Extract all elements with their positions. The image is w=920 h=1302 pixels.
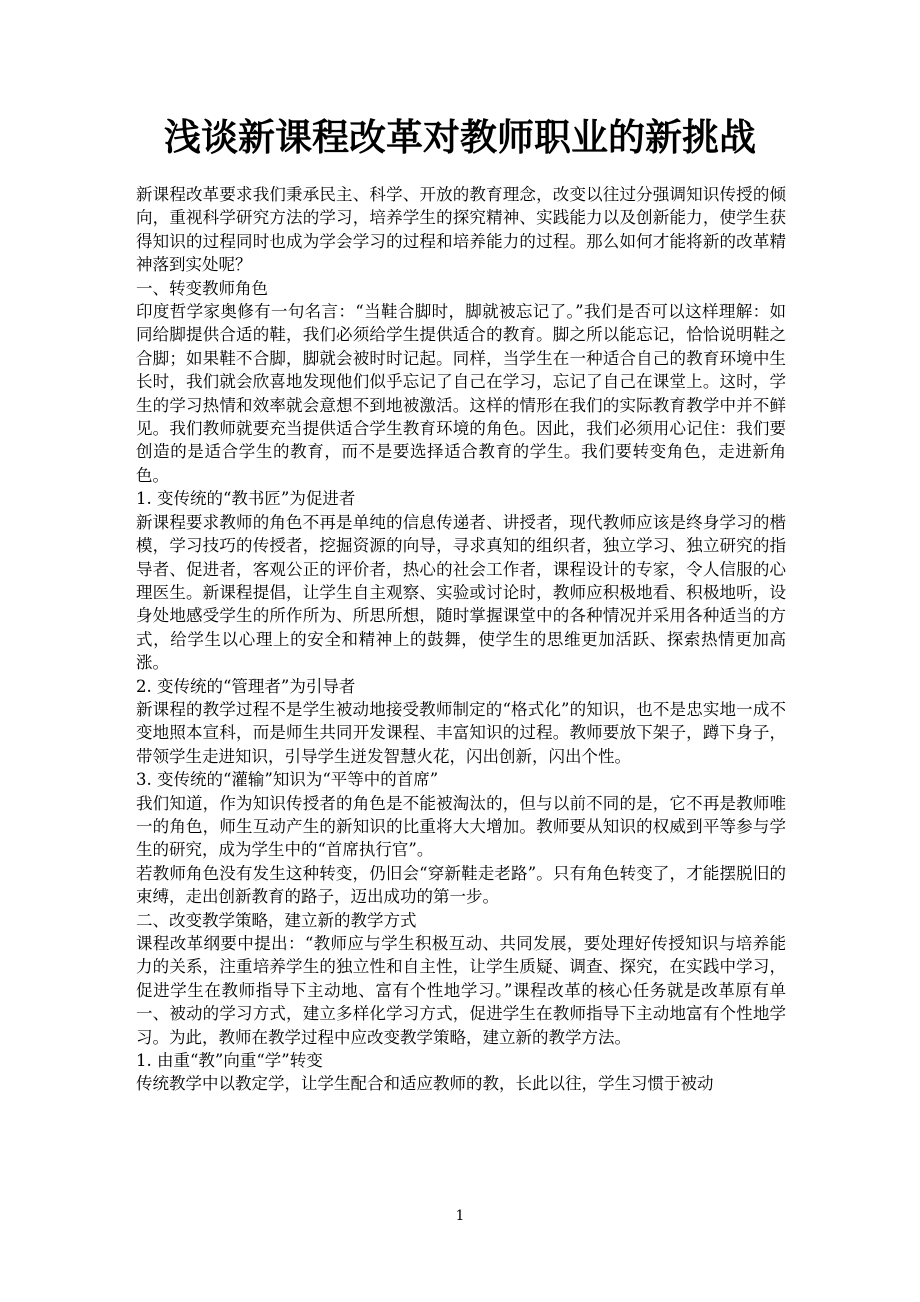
paragraph: 若教师角色没有发生这种转变，仍旧会“穿新鞋走老路”。只有角色转变了，才能摆脱旧的束缚，走出创新教育的路子，迈出成功的第一步。 <box>136 863 786 907</box>
paragraph: 新课程要求教师的角色不再是单纯的信息传递者、讲授者，现代教师应该是终身学习的楷模，学习技巧的传授者，挖掘资源的向导，寻求真知的组织者，独立学习、独立研究的指导者、促进者，客观公正的评价者，热心的社会工作者，课程设计的专家，令人信服的心理医生。新课程提倡，让学生自主观察、实验或讨论时，教师应积极地看、积极地听，设身处地感受学生的所作所为、所思所想，随时掌握课堂中的各种情况并采用各种适当的方式，给学生以心理上的安全和精神上的鼓舞，使学生的思维更加活跃、探索热情更加高涨。 <box>136 512 786 673</box>
page-number: 1 <box>455 1208 465 1224</box>
paragraph: 传统教学中以教定学，让学生配合和适应教师的教，长此以往，学生习惯于被动 <box>136 1074 714 1094</box>
document-title: 浅谈新课程改革对教师职业的新挑战 <box>164 116 756 159</box>
paragraph: 课程改革纲要中提出：“教师应与学生积极互动、共同发展，要处理好传授知识与培养能力的关系，注重培养学生的独立性和自主性，让学生质疑、调查、探究，在实践中学习，促进学生在教师指导下主动地、富有个性地学习。”课程改革的核心任务就是改革原有单一、被动的学习方式，建立多样化学习方式，促进学生在教师指导下主动地富有个性地学习。为此，教师在教学过程中应改变教学策略，建立新的教学方法。 <box>136 934 786 1047</box>
subsection-heading: 1. 由重“教”向重“学”转变 <box>136 1051 323 1071</box>
paragraph-intro: 新课程改革要求我们秉承民主、科学、开放的教育理念，改变以往过分强调知识传授的倾向，重视科学研究方法的学习，培养学生的探究精神、实践能力以及创新能力，使学生获得知识的过程同时也成为学会学习的过程和培养能力的过程。那么如何才能将新的改革精神落到实处呢？ <box>136 185 786 275</box>
subsection-heading: 3. 变传统的“灌输”知识为“平等中的首席” <box>136 770 439 790</box>
document-body <box>136 183 786 1096</box>
paragraph: 印度哲学家奥修有一句名言：“当鞋合脚时，脚就被忘记了。”我们是否可以这样理解：如同给脚提供合适的鞋，我们必须给学生提供适合的教育。脚之所以能忘记，恰恰说明鞋之合脚；如果鞋不合脚，脚就会被时时记起。同样，当学生在一种适合自己的教育环境中生长时，我们就会欣喜地发现他们似乎忘记了自己在学习，忘记了自己在课堂上。这时，学生的学习热情和效率就会意想不到地被激活。这样的情形在我们的实际教育教学中并不鲜见。我们教师就要充当提供适合学生教育环境的角色。因此，我们必须用心记住：我们要创造的是适合学生的教育，而不是要选择适合教育的学生。我们要转变角色，走进新角色。 <box>136 302 786 485</box>
section-heading-1: 一、转变教师角色 <box>136 278 268 298</box>
paragraph: 新课程的教学过程不是学生被动地接受教师制定的“格式化”的知识，也不是忠实地一成不变地照本宣科，而是师生共同开发课程、丰富知识的过程。教师要放下架子，蹲下身子，带领学生走进知识，引导学生迸发智慧火花，闪出创新，闪出个性。 <box>136 699 786 766</box>
paragraph: 我们知道，作为知识传授者的角色是不能被淘汰的，但与以前不同的是，它不再是教师唯一的角色，师生互动产生的新知识的比重将大大增加。教师要从知识的权威到平等参与学生的研究，成为学生中的“首席执行官”。 <box>136 793 786 860</box>
subsection-heading: 2. 变传统的“管理者”为引导者 <box>136 676 356 696</box>
subsection-heading: 1. 变传统的“教书匠”为促进者 <box>136 489 356 509</box>
section-heading-2: 二、改变教学策略，建立新的教学方式 <box>136 910 417 930</box>
